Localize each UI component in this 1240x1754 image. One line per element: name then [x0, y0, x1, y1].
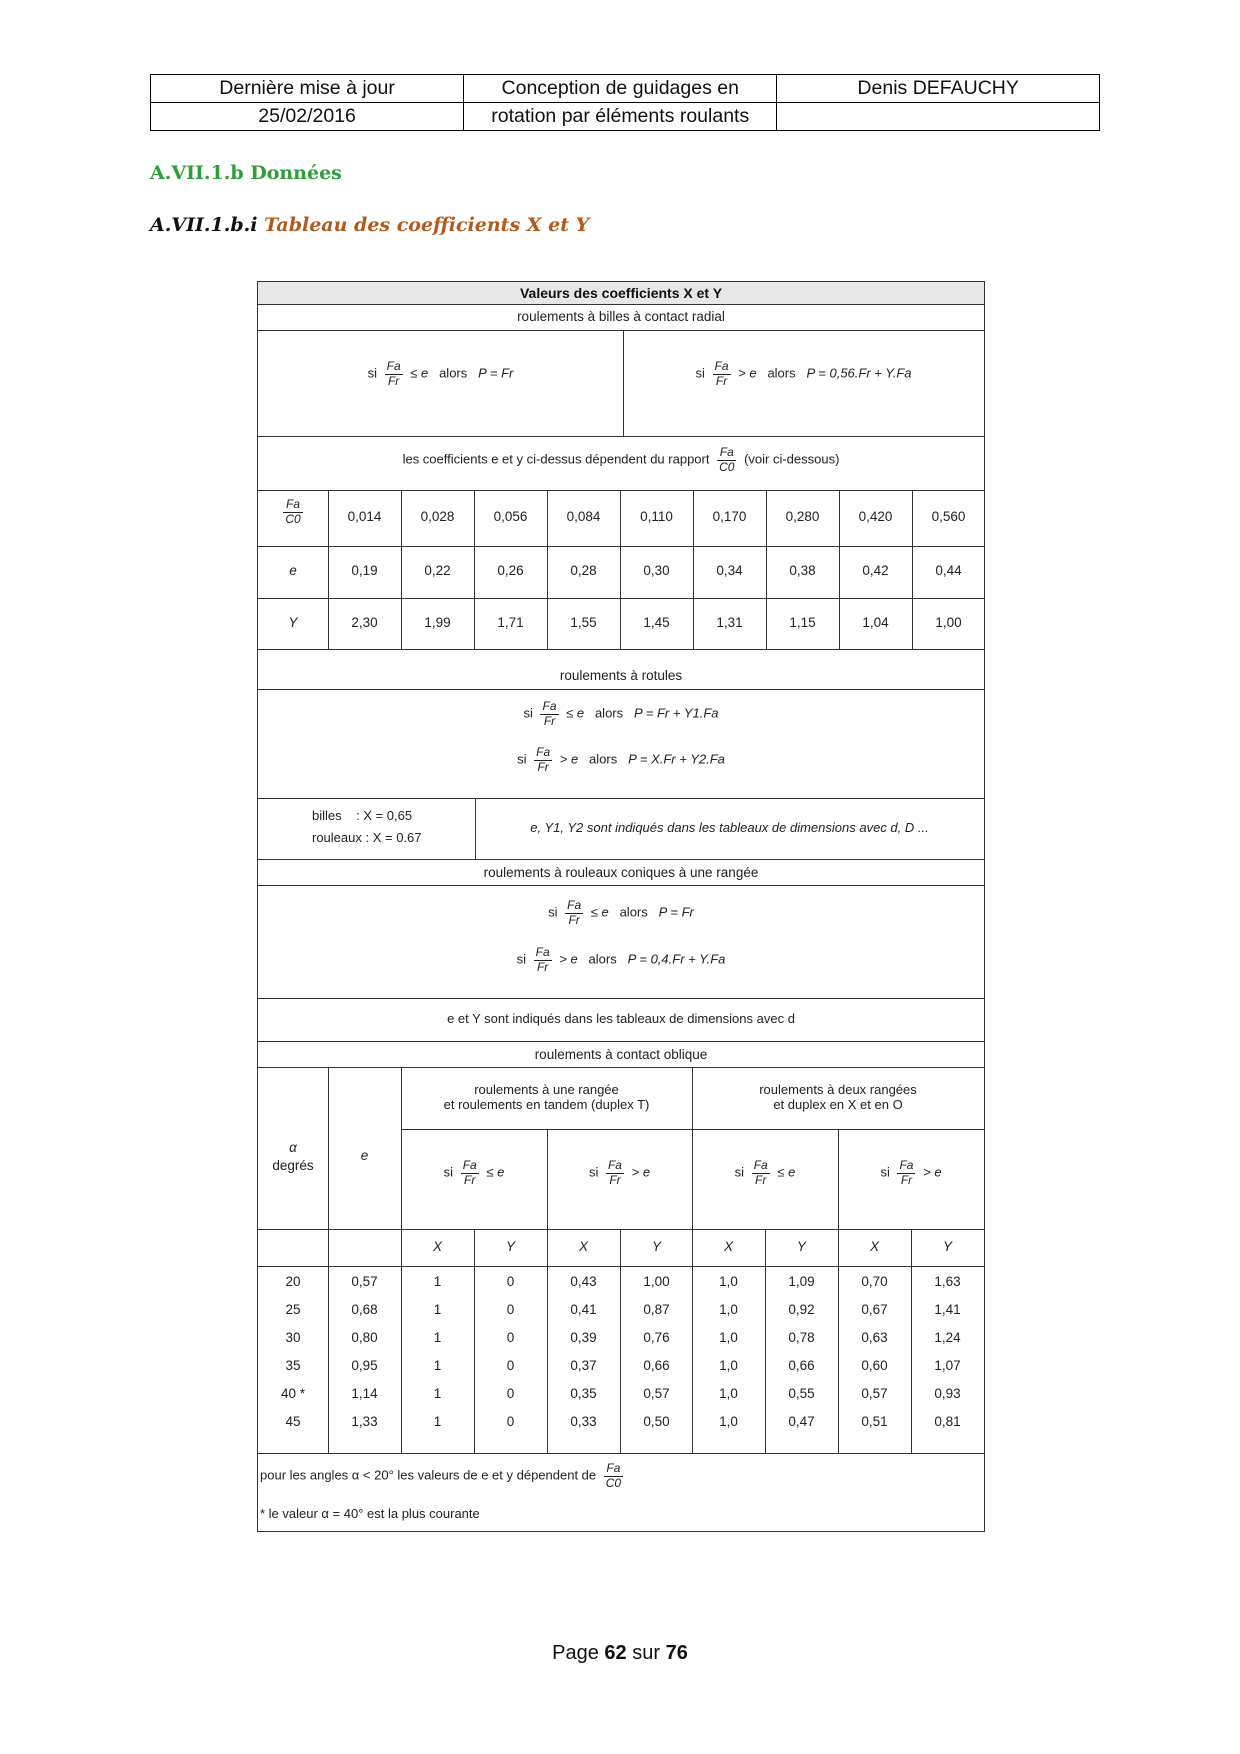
fa-c0-value: 0,056 [493, 509, 528, 524]
radial-cond-left: si $\frac{Fa}{Fr}$ ≤ e alors P = Fr [367, 359, 514, 388]
y-column-header: Y [942, 1239, 952, 1254]
oblique-xy-value: 1,0 [719, 1386, 738, 1401]
rotules-cond-1: si $\frac{Fa}{Fr}$ ≤ e alors P = Fr + Y1.Fa [523, 699, 719, 728]
oblique-xy-value: 0 [506, 1414, 515, 1429]
oblique-xy-value: 0 [506, 1358, 515, 1373]
oblique-xy-value: 0,51 [861, 1414, 888, 1429]
rule [766, 490, 767, 649]
oblique-xy-value: 1 [433, 1386, 442, 1401]
oblique-xy-value: 0,93 [934, 1386, 961, 1401]
fa-c0-value: 0,170 [712, 509, 747, 524]
oblique-xy-value: 0,43 [570, 1274, 597, 1289]
update-label: Dernière mise à jour [151, 75, 464, 103]
oblique-xy-value: 0,47 [788, 1414, 815, 1429]
oblique-cond-g2-gt: si $\frac{Fa}{Fr}$ > e [880, 1158, 942, 1187]
update-date: 25/02/2016 [151, 103, 464, 131]
doc-title-line2: rotation par éléments roulants [464, 103, 777, 131]
oblique-xy-value: 1 [433, 1414, 442, 1429]
fa-c0-value: 0,084 [566, 509, 601, 524]
header-table [150, 74, 1100, 131]
alpha-value: 45 [285, 1414, 301, 1429]
oblique-xy-value: 1,00 [643, 1274, 670, 1289]
radial-cond-right: si $\frac{Fa}{Fr}$ > e alors P = 0,56.Fr + Y.Fa [695, 359, 912, 388]
x-column-header: X [869, 1239, 879, 1254]
oblique-heading: roulements à contact oblique [534, 1047, 708, 1062]
rule [693, 490, 694, 649]
oblique-xy-value: 1,0 [719, 1414, 738, 1429]
page-sur: sur [632, 1642, 661, 1664]
oblique-xy-value: 0,67 [861, 1302, 888, 1317]
fa-c0-label: $\frac{Fa}{C0}$ [285, 497, 301, 526]
page-footer [0, 1642, 1240, 1665]
alpha-value: 25 [285, 1302, 301, 1317]
empty-cell [777, 103, 1100, 131]
oblique-xy-value: 1,0 [719, 1330, 738, 1345]
oblique-xy-value: 0,35 [570, 1386, 597, 1401]
oblique-xy-value: 1 [433, 1358, 442, 1373]
oblique-xy-value: 0,78 [788, 1330, 815, 1345]
e-value: 0,44 [935, 563, 962, 578]
coniques-note: e et Y sont indiqués dans les tableaux de dimensions avec d [447, 1011, 795, 1026]
oblique-foot2: * le valeur α = 40° est la plus courante [260, 1506, 480, 1521]
oblique-xy-value: 0,66 [788, 1358, 815, 1373]
rule [258, 689, 984, 690]
oblique-xy-value: 0,33 [570, 1414, 597, 1429]
rule [258, 1067, 984, 1068]
fa-c0-value: 0,280 [785, 509, 820, 524]
e-value: 0,22 [424, 563, 451, 578]
oblique-xy-value: 1 [433, 1302, 442, 1317]
doc-title-line1: Conception de guidages en [464, 75, 777, 103]
coniques-cond-1: si $\frac{Fa}{Fr}$ ≤ e alors P = Fr [548, 898, 694, 927]
e-value: 0,34 [716, 563, 743, 578]
fa-c0-value: 0,420 [858, 509, 893, 524]
rotules-billes: billes : X = 0,65 [312, 808, 413, 823]
page-total: 76 [665, 1642, 688, 1664]
e-value: 0,42 [862, 563, 889, 578]
oblique-e-value: 1,14 [351, 1386, 378, 1401]
subsection-number: A.VII.1.b.i [150, 214, 258, 236]
oblique-xy-value: 1,0 [719, 1274, 738, 1289]
oblique-cond-g1-le: si $\frac{Fa}{Fr}$ ≤ e [443, 1158, 505, 1187]
oblique-group1: roulements à une rangée et roulements en tandem (duplex T) [443, 1082, 650, 1112]
page-label: Page [552, 1642, 599, 1664]
oblique-xy-value: 0,55 [788, 1386, 815, 1401]
rule [258, 1453, 984, 1454]
rotules-note: e, Y1, Y2 sont indiqués dans les tableaux de dimensions avec d, D ... [530, 820, 929, 835]
oblique-xy-value: 0,63 [861, 1330, 888, 1345]
oblique-xy-value: 0 [506, 1274, 515, 1289]
oblique-xy-value: 0,76 [643, 1330, 670, 1345]
e-value: 0,30 [643, 563, 670, 578]
oblique-e-value: 0,95 [351, 1358, 378, 1373]
oblique-xy-value: 1 [433, 1330, 442, 1345]
oblique-xy-value: 1,0 [719, 1302, 738, 1317]
radial-note: les coefficients e et y ci-dessus dépendent du rapport $\frac{Fa}{C0}$ (voir ci-dessous) [402, 445, 840, 474]
y-value: 1,45 [643, 614, 670, 630]
coniques-heading: roulements à rouleaux coniques à une rangée [483, 865, 759, 880]
rotules-heading: roulements à rotules [559, 668, 683, 683]
oblique-group2: roulements à deux rangées et duplex en X et en O [759, 1082, 917, 1112]
rotules-cond-2: si $\frac{Fa}{Fr}$ > e alors P = X.Fr + Y2.Fa [517, 745, 725, 774]
rule [258, 1041, 984, 1042]
oblique-xy-value: 0,39 [570, 1330, 597, 1345]
rule [258, 436, 984, 437]
oblique-xy-value: 0,57 [643, 1386, 670, 1401]
rule [620, 490, 621, 649]
oblique-xy-value: 0 [506, 1330, 515, 1345]
oblique-xy-value: 0,81 [934, 1414, 961, 1429]
rule [912, 490, 913, 649]
section-heading: A.VII.1.b Données [150, 162, 342, 184]
rotules-rouleaux: rouleaux : X = 0.67 [312, 830, 422, 845]
rule [839, 490, 840, 649]
page-number: 62 [604, 1642, 627, 1664]
e-value: 0,28 [570, 563, 597, 578]
oblique-xy-value: 1,24 [934, 1330, 961, 1345]
rule [258, 330, 984, 331]
y-value: 1,31 [716, 614, 743, 630]
radial-heading: roulements à billes à contact radial [517, 309, 725, 324]
alpha-value: 30 [285, 1330, 301, 1345]
oblique-xy-value: 0,60 [861, 1358, 888, 1373]
oblique-xy-value: 1,09 [788, 1274, 815, 1289]
author: Denis DEFAUCHY [777, 75, 1100, 103]
oblique-xy-value: 0,92 [788, 1302, 815, 1317]
y-column-header: Y [796, 1239, 806, 1254]
e-value: 0,38 [789, 563, 816, 578]
subsection-heading [150, 214, 589, 236]
oblique-xy-value: 0 [506, 1302, 515, 1317]
fa-c0-value: 0,560 [931, 509, 966, 524]
y-value: 1,00 [935, 614, 962, 630]
coniques-cond-2: si $\frac{Fa}{Fr}$ > e alors P = 0,4.Fr + Y.Fa [516, 945, 726, 974]
rule [258, 304, 984, 305]
oblique-xy-value: 0,37 [570, 1358, 597, 1373]
oblique-e-value: 0,57 [351, 1274, 378, 1289]
oblique-foot1: pour les angles α < 20° les valeurs de e et y dépendent de $\frac{Fa}{C0}$ [260, 1461, 622, 1490]
alpha-value: 35 [285, 1358, 301, 1373]
oblique-xy-value: 0,87 [643, 1302, 670, 1317]
y-column-header: Y [505, 1239, 515, 1254]
y-value: 1,15 [789, 614, 816, 630]
y-value: 2,30 [351, 614, 378, 630]
rule [258, 546, 984, 547]
oblique-e-header: e [360, 1148, 369, 1163]
oblique-xy-value: 0,50 [643, 1414, 670, 1429]
e-value: 0,26 [497, 563, 524, 578]
rule [258, 1266, 984, 1267]
rule [328, 490, 329, 649]
oblique-xy-value: 0 [506, 1386, 515, 1401]
e-row-label: e [289, 563, 297, 578]
y-value: 1,99 [424, 614, 451, 630]
rule [258, 598, 984, 599]
oblique-xy-value: 0,66 [643, 1358, 670, 1373]
y-column-header: Y [651, 1239, 661, 1254]
alpha-value: 20 [285, 1274, 301, 1289]
oblique-xy-value: 1,0 [719, 1358, 738, 1373]
rule [401, 490, 402, 649]
y-value: 1,71 [497, 614, 524, 630]
y-value: 1,04 [862, 614, 889, 630]
e-value: 0,19 [351, 563, 378, 578]
rule [258, 998, 984, 999]
rule [258, 1229, 984, 1230]
rule [258, 649, 984, 650]
coefficients-table [257, 281, 985, 1532]
rule [258, 490, 984, 491]
fa-c0-value: 0,014 [347, 509, 382, 524]
oblique-e-value: 0,80 [351, 1330, 378, 1345]
oblique-xy-value: 1,41 [934, 1302, 961, 1317]
y-value: 1,55 [570, 614, 597, 630]
fa-c0-value: 0,110 [640, 509, 673, 524]
oblique-xy-value: 1,07 [934, 1358, 961, 1373]
oblique-cond-g1-gt: si $\frac{Fa}{Fr}$ > e [588, 1158, 651, 1187]
y-row-label: Y [288, 615, 298, 630]
oblique-xy-value: 0,70 [861, 1274, 888, 1289]
oblique-e-value: 1,33 [351, 1414, 378, 1429]
subsection-title: Tableau des coefficients X et Y [264, 214, 590, 236]
oblique-cond-g2-le: si $\frac{Fa}{Fr}$ ≤ e [734, 1158, 796, 1187]
alpha-symbol: α [289, 1140, 297, 1155]
rule [258, 859, 984, 860]
rule [401, 1129, 984, 1130]
alpha-degres: degrés [272, 1158, 314, 1173]
x-column-header: X [432, 1239, 442, 1254]
x-column-header: X [578, 1239, 588, 1254]
oblique-xy-value: 0,41 [570, 1302, 597, 1317]
oblique-xy-value: 1 [433, 1274, 442, 1289]
x-column-header: X [723, 1239, 733, 1254]
rule [258, 885, 984, 886]
oblique-xy-value: 0,57 [861, 1386, 888, 1401]
oblique-xy-value: 1,63 [934, 1274, 961, 1289]
alpha-value: 40 * [280, 1386, 306, 1401]
oblique-e-value: 0,68 [351, 1302, 378, 1317]
fa-c0-value: 0,028 [420, 509, 455, 524]
table-title: Valeurs des coefficients X et Y [258, 282, 984, 304]
rule [258, 798, 984, 799]
rule [547, 490, 548, 649]
rule [474, 490, 475, 649]
